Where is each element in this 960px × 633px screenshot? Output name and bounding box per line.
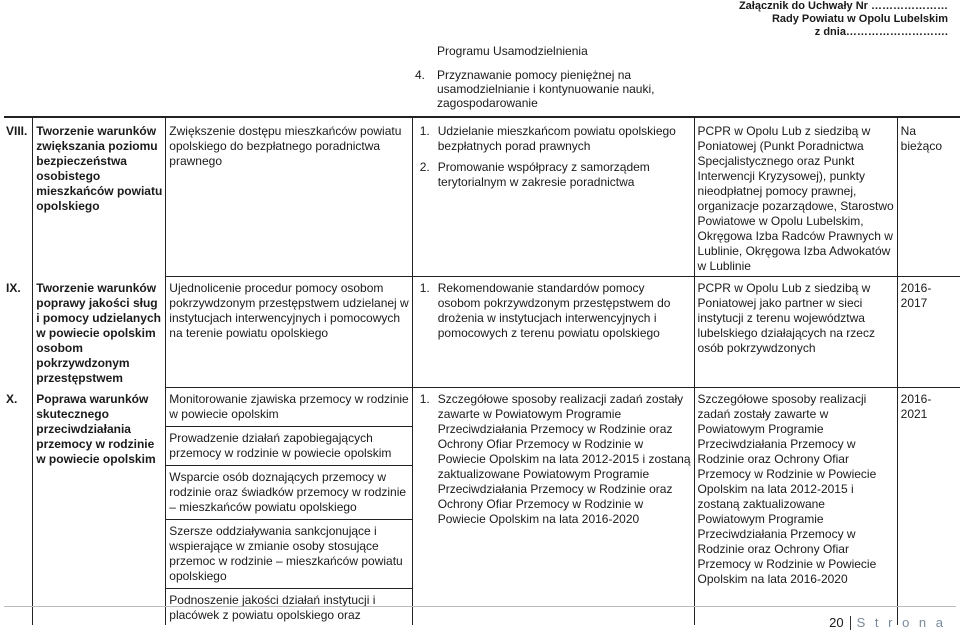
partner-line: Przeciwdziałania Przemocy w bbox=[697, 527, 856, 541]
task-number: 1. bbox=[419, 392, 430, 406]
goal-line: zwiększania poziomu bbox=[36, 139, 158, 153]
direction-line: Monitorowanie zjawiska przemocy w rodzinie bbox=[169, 392, 409, 406]
continued-item-number: 4. bbox=[415, 68, 426, 82]
task-item bbox=[416, 281, 691, 341]
task-number: 2. bbox=[419, 160, 430, 174]
period-cell bbox=[897, 117, 960, 277]
partners-cell bbox=[694, 277, 897, 388]
direction-line: na terenie powiatu opolskiego bbox=[169, 326, 329, 340]
partner-line: Przemocy w Rodzinie w Powiecie bbox=[697, 557, 877, 571]
task-line: Szczegółowe sposoby realizacji zadań zostały bbox=[437, 392, 684, 406]
task-line: drożenia w instytucjach interwencyjnych i bbox=[437, 311, 657, 325]
goal-cell bbox=[33, 117, 166, 277]
task-number: 1. bbox=[419, 124, 430, 138]
goal-line: skutecznego bbox=[36, 406, 109, 421]
partner-line: zostaną zaktualizowane bbox=[697, 497, 825, 511]
task-number: 1. bbox=[419, 281, 430, 295]
partner-line: osób pokrzywdzonych bbox=[697, 341, 816, 355]
table-row bbox=[4, 277, 960, 388]
partner-line: Przemocy w Rodzinie w Powiecie bbox=[697, 467, 877, 481]
partner-line: Rodzinie oraz Ochrony Ofiar bbox=[697, 452, 849, 466]
partner-line: Poniatowej (Punkt Poradnictwa bbox=[697, 139, 864, 153]
direction-line: opolskiego bbox=[169, 569, 227, 583]
task-line: bezpłatnych porad prawnych bbox=[437, 139, 591, 153]
partner-line: instytucji z terenu województwa bbox=[697, 311, 865, 325]
row-number: X. bbox=[6, 391, 18, 406]
goal-cell bbox=[33, 388, 166, 626]
footer-rule bbox=[4, 606, 956, 607]
attachment-header bbox=[739, 0, 948, 39]
goal-line: w powiecie opolskim bbox=[36, 325, 156, 340]
partner-line: Interwencji Kryzysowej), punkty bbox=[697, 169, 865, 183]
goal-cell bbox=[33, 277, 166, 388]
direction-line: prawnego bbox=[169, 154, 222, 168]
goal-line: pokrzywdzonym bbox=[36, 355, 130, 370]
partner-line: Opolskim na lata 2012-2015 i bbox=[697, 482, 854, 496]
partner-line: PCPR w Opolu Lub z siedzibą w bbox=[697, 124, 871, 138]
task-item bbox=[416, 160, 691, 190]
partner-line: Lublinie, Okręgowa Izba Adwokatów bbox=[697, 244, 891, 258]
table-row bbox=[4, 388, 960, 626]
goal-line: opolskiego bbox=[36, 199, 100, 213]
row-number: IX. bbox=[6, 280, 21, 295]
goal-line: przemocy w rodzinie bbox=[36, 436, 155, 451]
header-line-3: z dnia………………………. bbox=[814, 26, 948, 38]
goal-line: Poprawa warunków bbox=[36, 391, 149, 406]
direction-line: – mieszkańców powiatu opolskiego bbox=[169, 500, 357, 514]
period-text: 2016-2021 bbox=[900, 392, 932, 421]
direction-line: Zwiększenie dostępu mieszkańców powiatu bbox=[169, 124, 402, 138]
partner-line: Przeciwdziałania Przemocy w bbox=[697, 437, 856, 451]
goal-line: w powiecie opolskim bbox=[36, 451, 156, 466]
partner-line: Opolskim na lata 2016-2020 bbox=[697, 572, 848, 586]
direction-line: przemoc w rodzinie – mieszkańców powiatu bbox=[169, 554, 403, 568]
task-line: zaktualizowane Powiatowym Programie bbox=[437, 467, 650, 481]
task-line: osobom pokrzywdzonym przestępstwem do bbox=[437, 296, 671, 310]
partner-line: Szczegółowe sposoby realizacji bbox=[697, 392, 867, 406]
direction-line: Wsparcie osób doznających przemocy w bbox=[169, 470, 387, 484]
direction-line: opolskiego do bezpłatnego poradnictwa bbox=[169, 139, 381, 153]
task-line: zawarte w Powiatowym Programie bbox=[437, 407, 622, 421]
goal-line: i pomocy udzielanych bbox=[36, 310, 161, 325]
partner-line: Specjalistycznego oraz Punkt bbox=[697, 154, 855, 168]
task-line: Promowanie współpracy z samorządem bbox=[437, 160, 650, 174]
partner-line: Powiatowym Programie bbox=[697, 512, 824, 526]
task-line: Ochrony Ofiar Przemocy w Rodzinie w bbox=[437, 497, 644, 511]
task-line: Ochrony Ofiar Przemocy w Rodzinie w bbox=[437, 437, 644, 451]
partner-line: Poniatowej jako partner w sieci bbox=[697, 296, 863, 310]
partner-line: Okręgowa Izba Radców Prawnych w bbox=[697, 229, 893, 243]
row-number-cell bbox=[4, 117, 33, 277]
goal-line: poprawy jakości sług bbox=[36, 295, 158, 310]
direction-line: Ujednolicenie procedur pomocy osobom bbox=[169, 281, 384, 295]
direction-line: Podnoszenie jakości działań instytucji i bbox=[169, 593, 376, 607]
row-number-cell bbox=[4, 277, 33, 388]
direction-line: Prowadzenie działań zapobiegających bbox=[169, 431, 373, 445]
direction-line: Szersze oddziaływania sankcjonujące i bbox=[169, 524, 377, 538]
direction-item bbox=[166, 124, 411, 169]
tasks-cell bbox=[412, 388, 694, 626]
table-row bbox=[4, 117, 960, 277]
direction-line: placówek z powiatu opolskiego oraz bbox=[169, 608, 361, 622]
period-text: 2016-2017 bbox=[900, 281, 932, 310]
page-footer bbox=[829, 615, 946, 630]
goal-line: Tworzenie warunków bbox=[36, 124, 157, 138]
page-number: 20 bbox=[829, 615, 844, 630]
direction-item bbox=[166, 392, 411, 422]
goal-line: osobistego bbox=[36, 169, 101, 183]
program-table bbox=[4, 116, 960, 625]
footer-separator bbox=[850, 616, 851, 630]
goal-line: mieszkańców powiatu bbox=[36, 184, 163, 198]
partner-line: Powiatowe w Opolu Lubelskim, bbox=[697, 214, 864, 228]
partners-cell bbox=[694, 388, 897, 626]
task-line: pomocowych z terenu powiatu opolskiego bbox=[437, 326, 660, 340]
goal-line: przeciwdziałania bbox=[36, 421, 131, 436]
direction-item bbox=[166, 465, 411, 515]
header-line-1: Załącznik do Uchwały Nr ………………… bbox=[738, 0, 948, 12]
partner-line: w Lublinie bbox=[697, 259, 751, 273]
direction-line: instytucjach interwencyjnych i pomocowych bbox=[169, 311, 401, 325]
partner-line: Rodzinie oraz Ochrony Ofiar bbox=[697, 542, 849, 556]
partners-cell bbox=[694, 117, 897, 277]
partner-line: PCPR w Opolu Lub z siedzibą w bbox=[697, 281, 871, 295]
partner-line: organizacje pozarządowe, Starostwo bbox=[697, 199, 894, 213]
direction-cell bbox=[166, 117, 412, 277]
task-line: terytorialnym w zakresie poradnictwa bbox=[437, 175, 635, 189]
direction-cell bbox=[166, 277, 412, 388]
direction-line: w powiecie opolskim bbox=[169, 407, 279, 421]
tasks-cell bbox=[412, 277, 694, 388]
partner-line: nieodpłatnej pomocy prawnej, bbox=[697, 184, 857, 198]
goal-line: przestępstwem bbox=[36, 370, 123, 385]
partner-line: lubelskiego działających na rzecz bbox=[697, 326, 875, 340]
continued-line: Programu Usamodzielnienia bbox=[437, 44, 588, 58]
direction-line: rodzinie oraz świadków przemocy w rodzinie bbox=[169, 485, 407, 499]
period-cell bbox=[897, 277, 960, 388]
page-word: S t r o n a bbox=[856, 615, 946, 630]
continued-item bbox=[415, 68, 655, 110]
task-item bbox=[416, 124, 691, 154]
task-line: Powiecie Opolskim na lata 2012-2015 i zostaną bbox=[437, 452, 691, 466]
direction-item bbox=[166, 519, 411, 584]
period-cell bbox=[897, 388, 960, 626]
task-item bbox=[416, 392, 691, 527]
direction-cell bbox=[166, 388, 412, 626]
row-number-cell bbox=[4, 388, 33, 626]
direction-item bbox=[166, 426, 411, 461]
partner-line: zadań zostały zawarte w bbox=[697, 407, 829, 421]
direction-line: przemocy w rodzinie w powiecie opolskim bbox=[169, 446, 392, 460]
header-line-2: Rady Powiatu w Opolu Lubelskim bbox=[771, 13, 948, 25]
direction-item bbox=[166, 281, 411, 341]
tasks-cell bbox=[412, 117, 694, 277]
direction-line: wspierające w zmianie osoby stosujące bbox=[169, 539, 379, 553]
goal-line: bezpieczeństwa bbox=[36, 154, 127, 168]
continued-item-text: Przyznawanie pomocy pieniężnej na usamodzielnianie i kontynuowanie nauki, zagospodarowanie bbox=[437, 68, 655, 110]
period-text: Na bieżąco bbox=[900, 124, 943, 153]
row-number: VIII. bbox=[6, 124, 28, 138]
continued-tasks bbox=[415, 44, 655, 110]
task-line: Przeciwdziałania Przemocy w Rodzinie oraz bbox=[437, 422, 673, 436]
task-line: Rekomendowanie standardów pomocy bbox=[437, 281, 645, 295]
task-line: Udzielanie mieszkańcom powiatu opolskiego bbox=[437, 124, 676, 138]
task-line: Powiecie Opolskim na lata 2016-2020 bbox=[437, 512, 640, 526]
goal-line: Tworzenie warunków bbox=[36, 280, 157, 295]
task-line: Przeciwdziałania Przemocy w Rodzinie oraz bbox=[437, 482, 673, 496]
direction-line: pokrzywdzonym przestępstwem udzielanej w bbox=[169, 296, 409, 310]
goal-line: osobom bbox=[36, 340, 83, 355]
partner-line: Powiatowym Programie bbox=[697, 422, 824, 436]
